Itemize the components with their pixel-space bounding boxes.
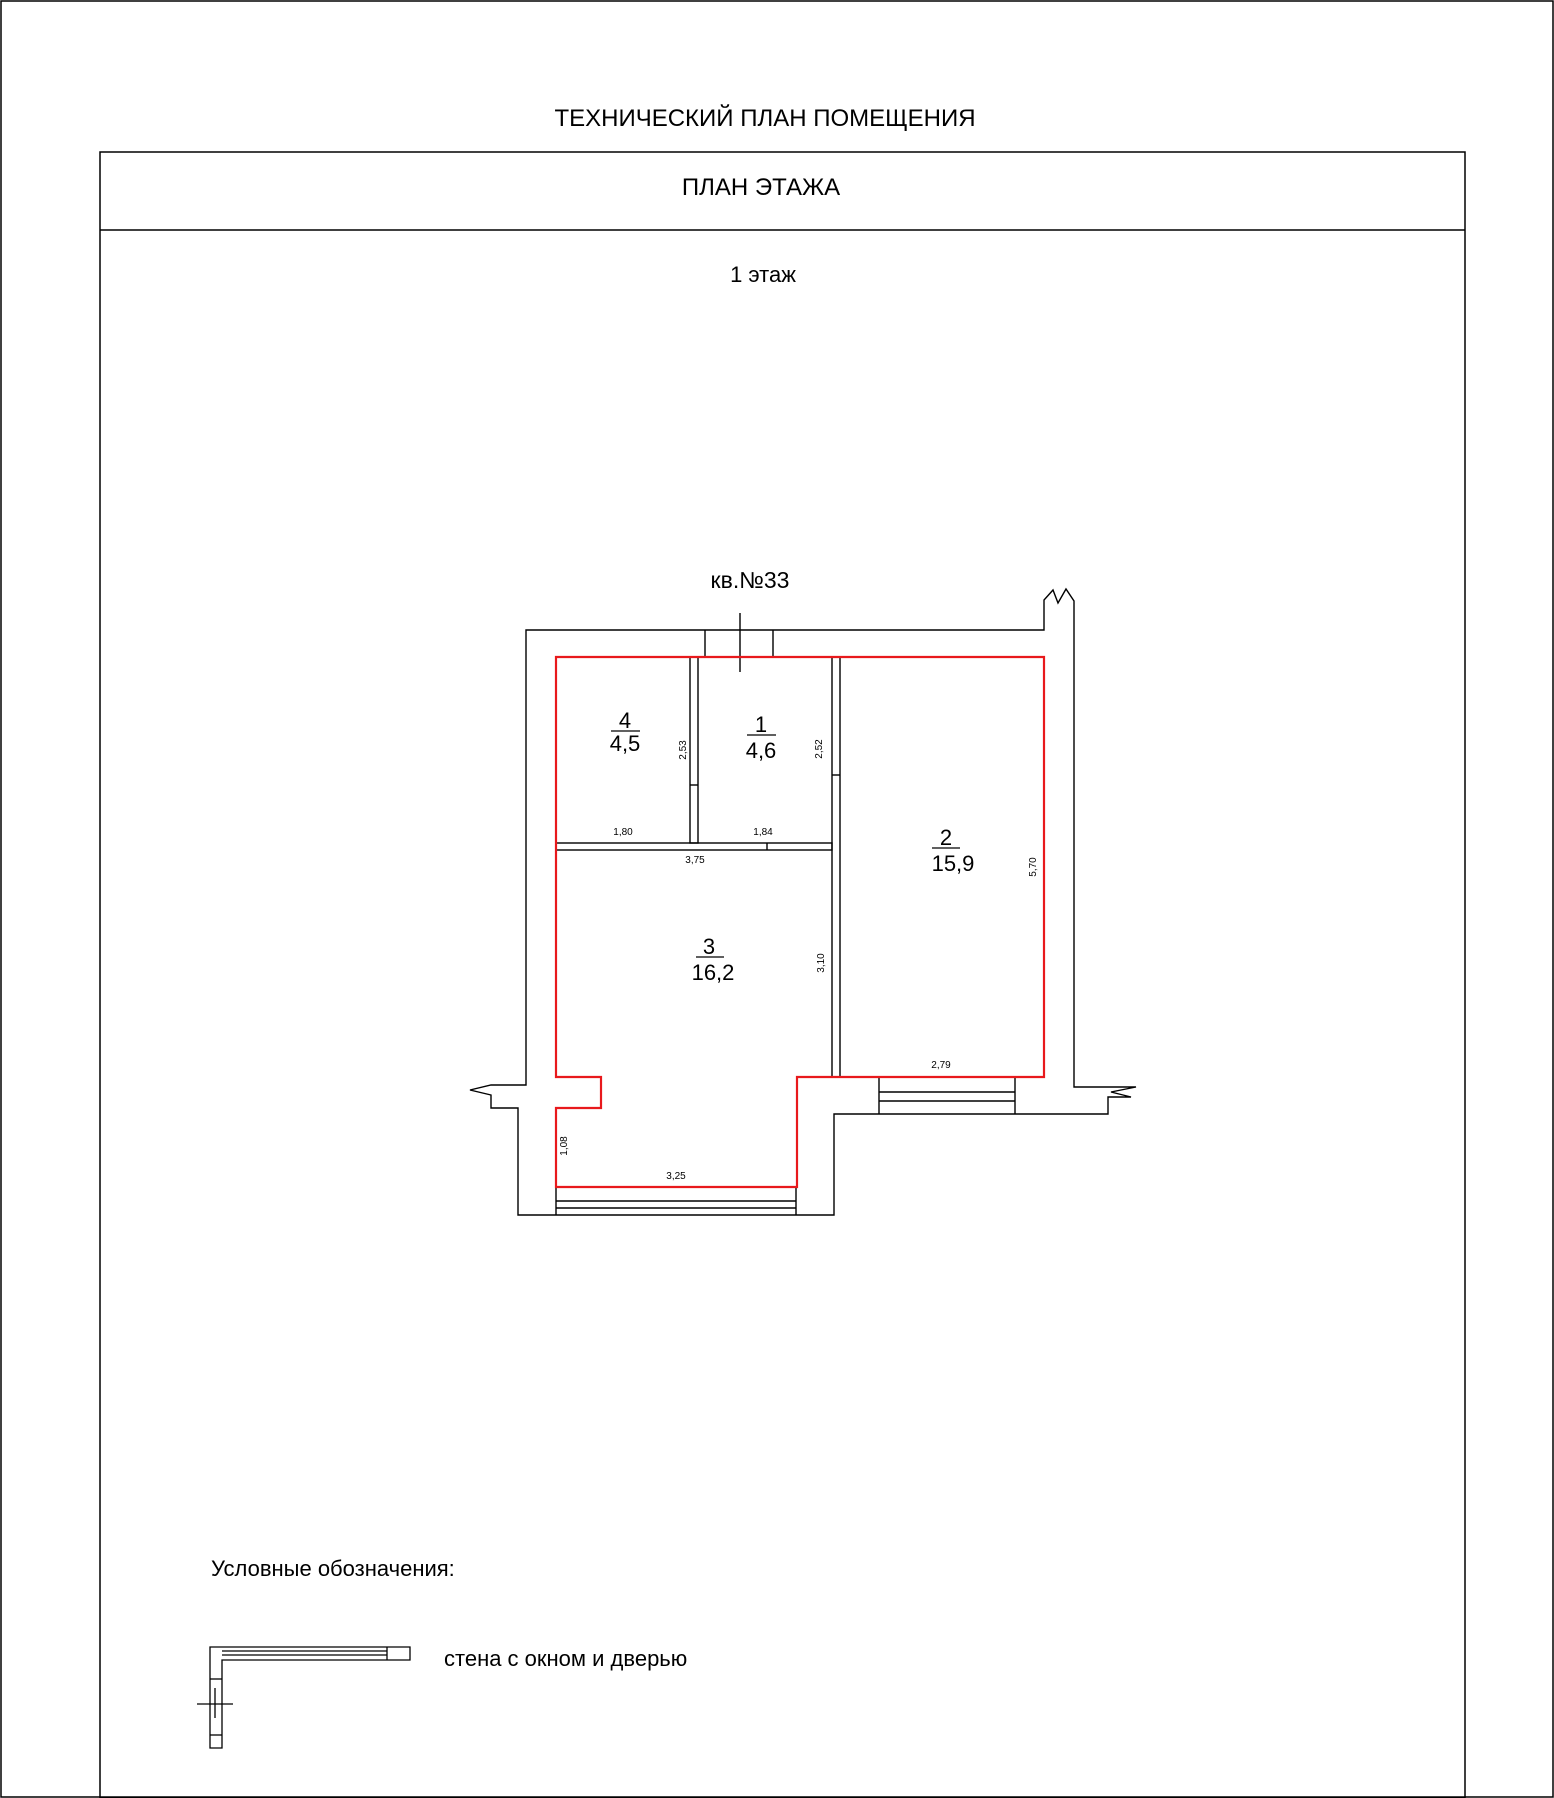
plan-frame bbox=[100, 152, 1465, 1798]
room-number: 4 bbox=[618, 708, 632, 733]
room-4 bbox=[610, 708, 641, 756]
dimension-label: 1,84 bbox=[753, 827, 773, 838]
partition bbox=[556, 843, 832, 850]
room-area: 16,2 bbox=[691, 960, 735, 985]
dimension-label: 2,79 bbox=[931, 1060, 951, 1071]
partition bbox=[832, 657, 840, 1077]
document-title: ТЕХНИЧЕСКИЙ ПЛАН ПОМЕЩЕНИЯ bbox=[554, 105, 976, 132]
dimension-label: 2,52 bbox=[814, 739, 825, 759]
dimension-label: 3,10 bbox=[816, 953, 827, 973]
dimension-label: 1,80 bbox=[613, 827, 633, 838]
room-number: 3 bbox=[702, 934, 716, 959]
apartment-label: кв.№33 bbox=[710, 567, 790, 593]
room-number: 1 bbox=[754, 712, 768, 737]
room-number: 2 bbox=[939, 825, 953, 850]
dimension-label: 1,08 bbox=[559, 1136, 570, 1156]
dimension-label: 2,53 bbox=[678, 740, 689, 760]
section-title: ПЛАН ЭТАЖА bbox=[681, 174, 841, 201]
dimension-label: 3,75 bbox=[685, 855, 705, 866]
room-area: 15,9 bbox=[931, 851, 975, 876]
exterior-wall-outline bbox=[470, 589, 1136, 1215]
room-1 bbox=[746, 712, 777, 763]
dimension-label: 5,70 bbox=[1028, 857, 1039, 877]
legend-item-label: стена с окном и дверью bbox=[444, 1646, 688, 1671]
dimension-label: 3,25 bbox=[666, 1171, 686, 1182]
legend-title: Условные обозначения: bbox=[211, 1556, 455, 1581]
floor-plan bbox=[470, 589, 1136, 1215]
room-3 bbox=[692, 934, 735, 985]
floor-label: 1 этаж bbox=[730, 262, 796, 287]
room-area: 4,5 bbox=[609, 731, 641, 756]
partition bbox=[690, 657, 698, 843]
dimension-labels bbox=[559, 739, 1039, 1182]
room-area: 4,6 bbox=[745, 738, 777, 763]
room-2 bbox=[932, 825, 975, 876]
wall-window-door-icon bbox=[197, 1647, 410, 1748]
